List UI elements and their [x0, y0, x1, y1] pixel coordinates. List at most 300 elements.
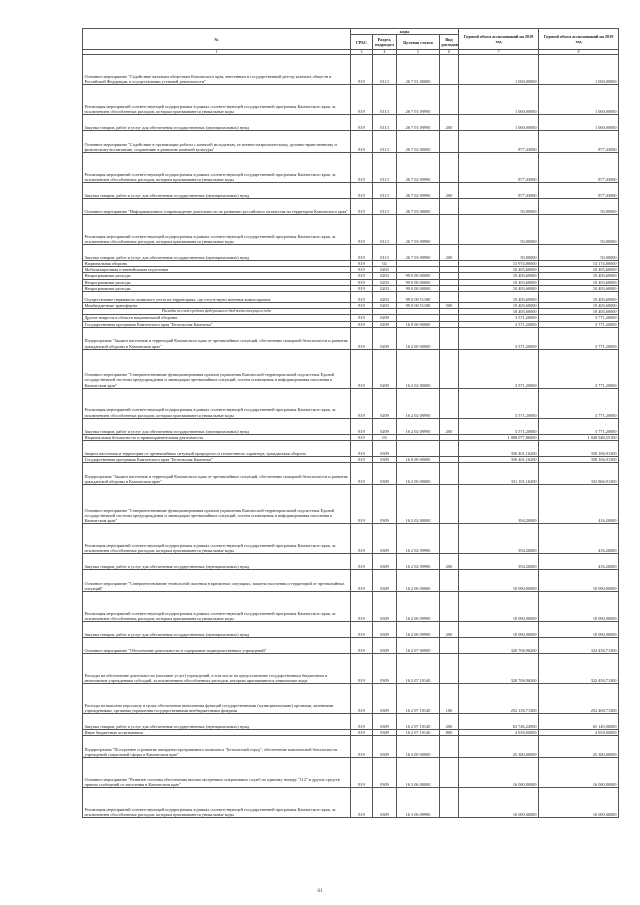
row-grbs: 819 [351, 131, 373, 153]
row-volume-2018: 63 746,24900 [459, 714, 539, 730]
row-name: Расходы на выплаты персоналу в целях обеспечения выполнения функций государственными (муниципальными) органами, казенными учреждениями, органами управления государственными внебюджетными фондами [83, 684, 351, 714]
table-row [83, 758, 619, 788]
row-name: Основное мероприятие "Обеспечение деятельности и содержание подведомственных учреждений" [83, 638, 351, 654]
table-row [83, 327, 619, 349]
row-volume-2018: 3 571,20000 [459, 418, 539, 434]
row-volume-2018: 877,43000 [459, 183, 539, 199]
row-razdel: 0113 [373, 131, 397, 153]
row-volume-2018: 877,43000 [459, 131, 539, 153]
row-vid: 200 [440, 245, 459, 261]
row-volume-2019: 3 771,20000 [539, 388, 619, 418]
table-row [83, 463, 619, 485]
row-target: 16 0 00 00000 [397, 457, 440, 463]
table-row [83, 524, 619, 554]
row-volume-2019: 14 174,80000 [539, 261, 619, 267]
row-vid: 100 [440, 684, 459, 714]
row-name: Подпрограмма "Построение и развитие аппаратно-программного комплекса "Безопасный город", обеспечение комплексной безопасности учреждений социальной сферы в Камчатском крае" [83, 736, 351, 758]
row-grbs: 819 [351, 638, 373, 654]
table-row [83, 199, 619, 215]
row-volume-2018: 877,43000 [459, 153, 539, 183]
row-vid: 200 [440, 714, 459, 730]
row-grbs: 819 [351, 55, 373, 85]
row-grbs: 819 [351, 434, 373, 440]
row-grbs: 819 [351, 441, 373, 457]
row-grbs: 819 [351, 267, 373, 273]
row-name: Основное мероприятие "Совершенствование технологий спасения в кризисных ситуациях, защиты населения и территорий от чрезвычайных ситуаций" [83, 570, 351, 592]
row-name: Реализация мероприятий соответствующей подпрограммы в рамках соответствующей государственной программы Камчатского края, за исключением обособленных расходов, которым присваиваются уникальные коды [83, 153, 351, 183]
row-vid [440, 736, 459, 758]
row-vid [440, 85, 459, 115]
row-vid [440, 441, 459, 457]
row-target: 16 2 02 00000 [397, 485, 440, 524]
table-row [83, 55, 619, 85]
row-grbs: 819 [351, 654, 373, 684]
row-razdel: 0309 [373, 654, 397, 684]
row-volume-2019: 416,20000 [539, 524, 619, 554]
row-volume-2019: 4 850,00000 [539, 730, 619, 736]
row-name: Государственная программа Камчатского края "Безопасная Камчатка" [83, 457, 351, 463]
row-volume-2018: 320 706,96200 [459, 654, 539, 684]
row-volume-2019: 332 866,91300 [539, 463, 619, 485]
row-name: Непрограммные расходы [83, 279, 351, 285]
row-target: 16 3 06 00000 [397, 758, 440, 788]
header-volume-2018: Годовой объем ассигнований на 2018 год [459, 29, 539, 50]
row-volume-2019: 1 040 948,55100 [539, 434, 619, 440]
table-row [83, 622, 619, 638]
row-razdel: 0309 [373, 736, 397, 758]
row-vid [440, 592, 459, 622]
row-volume-2019: 50,00000 [539, 199, 619, 215]
row-volume-2019: 416,20000 [539, 554, 619, 570]
row-name: Осуществление первичного воинского учета на территориях, где отсутствуют военные комиссариаты [83, 292, 351, 303]
row-razdel: 0203 [373, 267, 397, 273]
row-razdel: 0113 [373, 183, 397, 199]
row-grbs: 819 [351, 315, 373, 321]
row-volume-2019: 1 000,00000 [539, 115, 619, 131]
row-grbs: 819 [351, 261, 373, 267]
row-name: Закупка товаров, работ и услуг для обеспечения государственных (муниципальных) нужд [83, 622, 351, 638]
row-grbs: 819 [351, 321, 373, 327]
row-razdel: 0113 [373, 85, 397, 115]
row-vid: 500 [440, 303, 459, 309]
row-name: Иные бюджетные ассигнования [83, 730, 351, 736]
row-target: 16 2 07 10140 [397, 730, 440, 736]
row-volume-2018: 50,00000 [459, 245, 539, 261]
row-razdel: 0113 [373, 215, 397, 245]
row-volume-2019: 10 403,60000 [539, 279, 619, 285]
table-row [83, 85, 619, 115]
table-row [83, 183, 619, 199]
column-number: 1 [83, 50, 351, 55]
row-target: 16 2 06 09990 [397, 622, 440, 638]
row-volume-2019: 10 403,60000 [539, 303, 619, 309]
row-grbs: 819 [351, 153, 373, 183]
row-volume-2019: 50,00000 [539, 215, 619, 245]
row-razdel: 0209 [373, 388, 397, 418]
budget-page [82, 28, 618, 818]
row-razdel: 0309 [373, 788, 397, 818]
row-volume-2019: 25 300,00000 [539, 736, 619, 758]
column-number: 3 [351, 50, 373, 55]
row-vid [440, 131, 459, 153]
row-volume-2018: 1 088 077,86000 [459, 434, 539, 440]
row-volume-2018: 25 300,00000 [459, 736, 539, 758]
row-volume-2018: 10 000,00000 [459, 622, 539, 638]
row-grbs: 819 [351, 418, 373, 434]
row-volume-2019: 358 166,91300 [539, 441, 619, 457]
row-razdel: 0209 [373, 349, 397, 388]
row-volume-2019: 10 403,60000 [539, 285, 619, 291]
row-name: Непрограммные расходы [83, 285, 351, 291]
table-row [83, 245, 619, 261]
row-razdel: 0209 [373, 418, 397, 434]
table-row [83, 654, 619, 684]
row-name: Закупка товаров, работ и услуг для обеспечения государственных (муниципальных) нужд [83, 714, 351, 730]
row-razdel: 0113 [373, 199, 397, 215]
row-razdel: 0309 [373, 485, 397, 524]
row-volume-2018: 3 571,20000 [459, 388, 539, 418]
row-target: 16 2 02 09990 [397, 418, 440, 434]
row-volume-2018: 13 974,80000 [459, 261, 539, 267]
row-grbs: 819 [351, 215, 373, 245]
row-volume-2019: 1 000,00000 [539, 85, 619, 115]
row-grbs: 819 [351, 115, 373, 131]
table-row [83, 592, 619, 622]
header-target: Целевая статья [397, 35, 440, 50]
header-vid: Вид расходов [440, 35, 459, 50]
row-target [397, 441, 440, 457]
row-volume-2018: 394,20000 [459, 554, 539, 570]
row-razdel: 0113 [373, 245, 397, 261]
table-row [83, 684, 619, 714]
row-volume-2019: 10 403,60000 [539, 267, 619, 273]
row-vid [440, 349, 459, 388]
row-grbs: 819 [351, 758, 373, 788]
row-volume-2018: 10 403,60000 [459, 267, 539, 273]
row-target: 26 7 02 09990 [397, 153, 440, 183]
table-row [83, 638, 619, 654]
page-number: 61 [317, 889, 323, 894]
row-razdel: 0203 [373, 273, 397, 279]
row-volume-2019: 10 000,00000 [539, 570, 619, 592]
column-number: 6 [440, 50, 459, 55]
row-grbs: 819 [351, 736, 373, 758]
table-row [83, 215, 619, 245]
row-grbs: 819 [351, 245, 373, 261]
row-name: Реализация мероприятий соответствующей подпрограммы в рамках соответствующей государственной программы Камчатского края, за исключением обособленных расходов, которым присваиваются уникальные коды [83, 215, 351, 245]
table-row [83, 554, 619, 570]
row-volume-2019: 3 771,20000 [539, 418, 619, 434]
table-row [83, 788, 619, 818]
table-row [83, 349, 619, 388]
row-name: Расходы из счет средств федерального бюджета текущего года [83, 309, 351, 315]
row-volume-2018: 1 000,00000 [459, 55, 539, 85]
row-target: 16 2 02 09990 [397, 388, 440, 418]
row-vid [440, 570, 459, 592]
row-volume-2018: 16 000,00000 [459, 758, 539, 788]
row-volume-2018: 3 571,20000 [459, 327, 539, 349]
row-target: 16 3 06 09990 [397, 788, 440, 818]
row-volume-2019: 322 450,71300 [539, 654, 619, 684]
row-volume-2019: 358 166,91300 [539, 457, 619, 463]
row-target: 16 2 07 10140 [397, 714, 440, 730]
row-volume-2018: 320 706,96200 [459, 638, 539, 654]
row-grbs: 819 [351, 303, 373, 309]
row-target: 16 2 06 09990 [397, 592, 440, 622]
row-target: 16 2 06 00000 [397, 570, 440, 592]
row-volume-2019: 65 140,00000 [539, 714, 619, 730]
row-volume-2019: 50,00000 [539, 245, 619, 261]
row-target: 16 2 07 10140 [397, 684, 440, 714]
row-grbs: 819 [351, 457, 373, 463]
row-razdel: 0113 [373, 55, 397, 85]
row-volume-2019: 877,43000 [539, 131, 619, 153]
row-volume-2018: 3 571,20000 [459, 315, 539, 321]
row-name: Государственная программа Камчатского края "Безопасная Камчатка" [83, 321, 351, 327]
row-vid [440, 463, 459, 485]
row-volume-2018: 3 571,20000 [459, 321, 539, 327]
row-razdel: 0203 [373, 285, 397, 291]
row-name: Подпрограмма "Защита населения и территорий Камчатского края от чрезвычайных ситуаций, обеспечение пожарной безопасности и развитие гражданской обороны в Камчатском крае" [83, 463, 351, 485]
row-razdel: 0309 [373, 592, 397, 622]
row-target: 26 7 01 00000 [397, 55, 440, 85]
row-razdel: 0203 [373, 292, 397, 303]
header-volume-2019: Годовой объем ассигнований на 2019 год [539, 29, 619, 50]
row-volume-2019: 10 403,60000 [539, 292, 619, 303]
row-grbs: 819 [351, 285, 373, 291]
table-row [83, 131, 619, 153]
row-name: Закупка товаров, работ и услуг для обеспечения государственных (муниципальных) нужд [83, 245, 351, 261]
row-vid: 200 [440, 183, 459, 199]
row-name: Закупка товаров, работ и услуг для обеспечения государственных (муниципальных) нужд [83, 115, 351, 131]
row-vid: 200 [440, 115, 459, 131]
row-vid [440, 153, 459, 183]
row-volume-2018: 10 000,00000 [459, 592, 539, 622]
row-volume-2018: 331 101,16200 [459, 463, 539, 485]
row-target: 26 7 03 00000 [397, 199, 440, 215]
row-grbs: 819 [351, 554, 373, 570]
table-row [83, 441, 619, 457]
row-name: Основное мероприятие "Содействие казачьим обществам Камчатского края, внесенным в государственный реестр казачьих обществ в Российской Федерации, в осуществлении уставной деятельности" [83, 55, 351, 85]
row-name: Реализация мероприятий соответствующей подпрограммы в рамках соответствующей государственной программы Камчатского края, за исключением обособленных расходов, которым присваиваются уникальные коды [83, 788, 351, 818]
row-name: Закупка товаров, работ и услуг для обеспечения государственных (муниципальных) нужд [83, 183, 351, 199]
table-row [83, 115, 619, 131]
row-grbs: 819 [351, 273, 373, 279]
row-razdel: 0203 [373, 303, 397, 309]
row-grbs: 819 [351, 199, 373, 215]
row-target: 16 0 00 00000 [397, 321, 440, 327]
row-target: 26 7 02 00000 [397, 131, 440, 153]
row-target: 16 2 07 10140 [397, 654, 440, 684]
row-name: Основное мероприятие "Содействие в организации работы с казачьей молодежью, ее военно-патриотическому, духовно-нравственному и физическому воспитанию, сохранению в развитию казачьей культуры" [83, 131, 351, 153]
row-name: Другие вопросы в области национальной обороны [83, 315, 351, 321]
row-name: Подпрограмма "Защита населения и территорий Камчатского края от чрезвычайных ситуаций, обеспечение пожарной безопасности и развитие гражданской обороны в Камчатском крае" [83, 327, 351, 349]
row-grbs: 819 [351, 788, 373, 818]
row-target: 99 0 00 51180 [397, 292, 440, 303]
header-codes: коды [351, 29, 459, 35]
row-volume-2018: 10 403,60000 [459, 279, 539, 285]
row-vid: 200 [440, 418, 459, 434]
row-volume-2018: 1 000,00000 [459, 85, 539, 115]
row-grbs: 819 [351, 524, 373, 554]
row-volume-2018: 394,20000 [459, 524, 539, 554]
table-row [83, 153, 619, 183]
row-volume-2018: 394,20000 [459, 485, 539, 524]
row-grbs: 819 [351, 463, 373, 485]
row-volume-2018: 10 403,60000 [459, 303, 539, 309]
row-volume-2019: 416,20000 [539, 485, 619, 524]
row-vid: 200 [440, 554, 459, 570]
header-razdel: Раздел, подраздел [373, 35, 397, 50]
row-grbs: 819 [351, 85, 373, 115]
row-grbs: 819 [351, 592, 373, 622]
row-vid [440, 788, 459, 818]
row-volume-2019: 10 403,60000 [539, 273, 619, 279]
row-volume-2019: 3 771,20000 [539, 349, 619, 388]
row-vid [440, 638, 459, 654]
row-volume-2018: 356 401,16200 [459, 441, 539, 457]
row-volume-2018: 16 000,00000 [459, 788, 539, 818]
row-volume-2019: 16 000,00000 [539, 758, 619, 788]
table-row [83, 388, 619, 418]
table-row [83, 292, 619, 303]
row-target: 99 0 00 00000 [397, 285, 440, 291]
row-volume-2018: 50,00000 [459, 199, 539, 215]
row-razdel: 0113 [373, 115, 397, 131]
row-volume-2019: 10 403,60000 [539, 309, 619, 315]
row-vid [440, 654, 459, 684]
row-razdel: 0309 [373, 524, 397, 554]
row-name: Реализация мероприятий соответствующей подпрограммы в рамках соответствующей государственной программы Камчатского края, за исключением обособленных расходов, которым присваиваются уникальные коды [83, 592, 351, 622]
row-grbs: 819 [351, 714, 373, 730]
row-volume-2019: 1 000,00000 [539, 55, 619, 85]
row-volume-2019: 877,43000 [539, 153, 619, 183]
table-row [83, 485, 619, 524]
row-target: 99 0 00 51180 [397, 303, 440, 309]
row-name: Реализация мероприятий соответствующей подпрограммы в рамках соответствующей государственной программы Камчатского края, за исключением обособленных расходов, которым присваиваются уникальные коды [83, 85, 351, 115]
row-volume-2019: 3 771,20000 [539, 321, 619, 327]
row-vid [440, 215, 459, 245]
row-volume-2019: 16 000,00000 [539, 788, 619, 818]
row-vid [440, 758, 459, 788]
row-target: 16 2 00 00000 [397, 327, 440, 349]
header-grbs: ГРБС [351, 35, 373, 50]
row-volume-2018: 3 571,20000 [459, 349, 539, 388]
row-volume-2018: 10 000,00000 [459, 570, 539, 592]
row-grbs: 819 [351, 684, 373, 714]
column-number: 5 [397, 50, 440, 55]
row-grbs: 819 [351, 327, 373, 349]
row-target: 99 0 00 00000 [397, 279, 440, 285]
row-grbs: 819 [351, 183, 373, 199]
row-grbs: 819 [351, 292, 373, 303]
row-target: 26 7 02 09990 [397, 183, 440, 199]
row-razdel: 0309 [373, 714, 397, 730]
budget-table [82, 28, 619, 818]
row-razdel: 03 [373, 434, 397, 440]
row-name: Закупка товаров, работ и услуг для обеспечения государственных (муниципальных) нужд [83, 418, 351, 434]
row-volume-2018: 10 403,60000 [459, 309, 539, 315]
row-target: 26 7 03 09990 [397, 245, 440, 261]
row-vid [440, 292, 459, 303]
row-volume-2019: 322 450,71300 [539, 638, 619, 654]
row-name: Национальная оборона [83, 261, 351, 267]
row-razdel: 0309 [373, 457, 397, 463]
row-vid: 800 [440, 730, 459, 736]
row-volume-2018: 356 401,16200 [459, 457, 539, 463]
row-name: Национальная безопасность и правоохранительная деятельность [83, 434, 351, 440]
row-name: Расходы на обеспечение деятельности (оказание услуг) учреждений, в том числе на предоставление государственным бюджетным и автономным учреждениям субсидий, за исключением обособленных расходов, которым присваиваются уникальные коды [83, 654, 351, 684]
row-name: Основное мероприятие "Совершенствование функционирования органов управления Камчатской территориальной подсистемы Единой государственной системы предупреждения и ликвидации чрезвычайных ситуаций, систем оповещения и информирования населения в Камчатском крае" [83, 485, 351, 524]
row-target: 26 7 03 09990 [397, 215, 440, 245]
row-grbs: 819 [351, 279, 373, 285]
column-number: 7 [459, 50, 539, 55]
row-grbs: 819 [351, 388, 373, 418]
row-razdel: 0309 [373, 758, 397, 788]
row-razdel: 0209 [373, 315, 397, 321]
row-target: 26 7 01 09990 [397, 115, 440, 131]
row-name: Реализация мероприятий соответствующей подпрограммы в рамках соответствующей государственной программы Камчатского края, за исключением обособленных расходов, которым присваиваются уникальные коды [83, 388, 351, 418]
row-volume-2019: 877,43000 [539, 183, 619, 199]
row-target: 26 7 01 09990 [397, 85, 440, 115]
row-name: Закупка товаров, работ и услуг для обеспечения государственных (муниципальных) нужд [83, 554, 351, 570]
row-name: Основное мероприятие "Совершенствование функционирования органов управления Камчатской территориальной подсистемы Единой государственной системы предупреждения и ликвидации чрезвычайных ситуаций, систем оповещения и информирования населения в Камчатском крае" [83, 349, 351, 388]
row-target: 16 2 00 00000 [397, 463, 440, 485]
row-volume-2018: 10 403,60000 [459, 273, 539, 279]
row-vid: 200 [440, 622, 459, 638]
row-volume-2019: 10 000,00000 [539, 592, 619, 622]
row-razdel: 02 [373, 261, 397, 267]
row-target: 16 2 02 09990 [397, 524, 440, 554]
row-name: Основное мероприятие "Информационное сопровождение деятельности по развитию российского казачества на территории Камчатского края" [83, 199, 351, 215]
row-vid [440, 199, 459, 215]
row-razdel: 0309 [373, 684, 397, 714]
row-vid [440, 55, 459, 85]
row-volume-2018: 10 403,60000 [459, 285, 539, 291]
row-target: 16 2 02 00000 [397, 349, 440, 388]
row-volume-2018: 1 000,00000 [459, 115, 539, 131]
table-row [83, 570, 619, 592]
table-row [83, 714, 619, 730]
row-name: Непрограммные расходы [83, 273, 351, 279]
column-number: 4 [373, 50, 397, 55]
row-grbs: 819 [351, 485, 373, 524]
row-name: Межбюджетные трансферты [83, 303, 351, 309]
row-grbs: 819 [351, 730, 373, 736]
row-grbs: 819 [351, 349, 373, 388]
row-razdel: 0309 [373, 622, 397, 638]
row-volume-2018: 10 403,60000 [459, 292, 539, 303]
row-name: Основное мероприятие "Развитие системы обеспечения вызова экстренных оперативных служб по единому номеру "112" и других средств приема сообщений от населения в Камчатском крае" [83, 758, 351, 788]
row-razdel: 0309 [373, 730, 397, 736]
header-number: № [83, 29, 351, 50]
row-grbs: 819 [351, 570, 373, 592]
row-volume-2018: 252 130,71300 [459, 684, 539, 714]
row-razdel: 0203 [373, 279, 397, 285]
row-razdel: 0309 [373, 638, 397, 654]
row-grbs: 819 [351, 622, 373, 638]
row-vid [440, 327, 459, 349]
row-razdel: 0309 [373, 463, 397, 485]
row-razdel: 0309 [373, 441, 397, 457]
row-name: Мобилизационная и вневойсковая подготовка [83, 267, 351, 273]
row-target: 16 3 00 00000 [397, 736, 440, 758]
row-volume-2018: 50,00000 [459, 215, 539, 245]
row-razdel: 0209 [373, 327, 397, 349]
row-vid [440, 388, 459, 418]
row-vid [440, 524, 459, 554]
table-row [83, 418, 619, 434]
